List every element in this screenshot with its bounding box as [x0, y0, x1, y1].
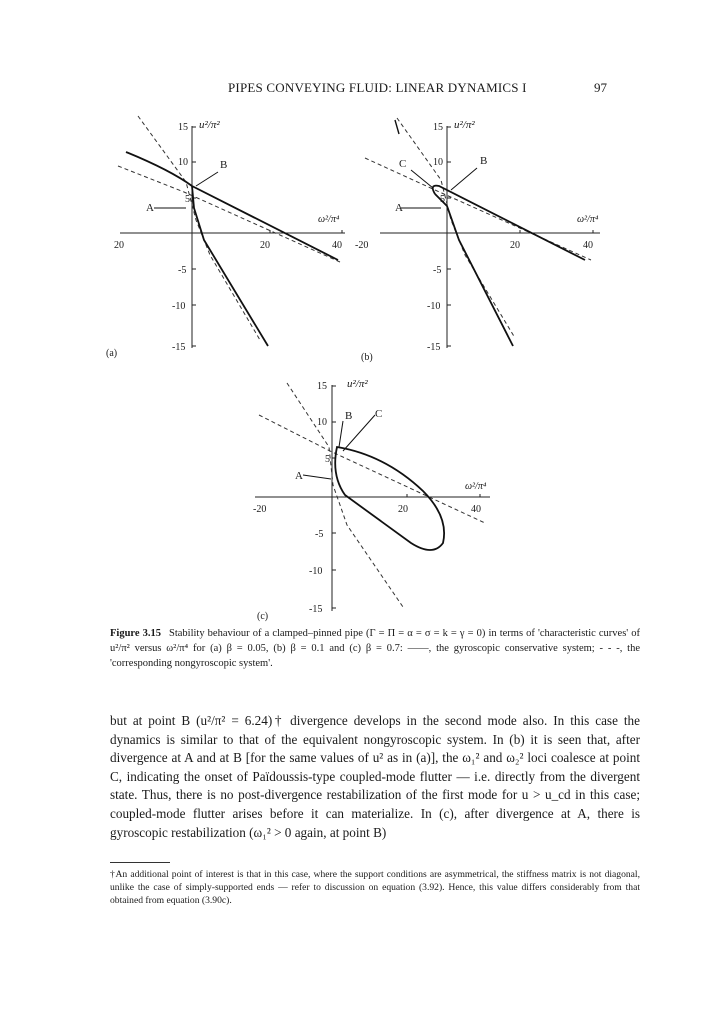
point-label-b: B	[345, 410, 353, 422]
x-axis-label: ω²/π⁴	[465, 481, 487, 492]
y-axis-label: u²/π²	[199, 119, 220, 131]
footnote-text: †An additional point of interest is that in this case, where the support conditions are asymmetrical, the stiffness matrix is not diagonal, unlike the case of simply-supported ends — refer to discussion on equation (3.92). Hence, this value differs considerably from that obtained from equation (3.90c).	[110, 869, 640, 906]
tick-marks	[192, 127, 342, 346]
arrow-b	[196, 172, 218, 186]
y-tick-label: 10	[178, 157, 188, 168]
panel-label: (c)	[257, 611, 269, 622]
x-tick-label: 20	[260, 240, 270, 251]
arrow-a	[303, 475, 331, 479]
dashed-curve-2	[118, 166, 340, 262]
arrow-b	[451, 168, 477, 190]
footnote	[110, 868, 640, 907]
arrow-c	[411, 170, 433, 188]
point-label-a: A	[295, 470, 303, 482]
y-tick-label: 10	[317, 417, 327, 428]
y-tick-label: -10	[309, 566, 323, 577]
y-tick-label: -15	[427, 342, 441, 353]
running-title: PIPES CONVEYING FLUID: LINEAR DYNAMICS I	[228, 80, 527, 95]
x-tick-label: -20	[355, 240, 369, 251]
x-tick-label: 20	[114, 240, 124, 251]
dashed-curve-1	[397, 118, 515, 338]
panel-label: (b)	[361, 352, 373, 363]
y-tick-label: -10	[427, 301, 441, 312]
solid-closed-loop	[335, 447, 444, 550]
solid-curve-1	[126, 152, 338, 260]
point-label-c: C	[375, 408, 383, 420]
caption-label: Figure 3.15	[110, 628, 162, 639]
caption-text: Stability behaviour of a clamped–pinned pipe (Γ = Π = α = σ = k = γ = 0) in terms of 'characteristic curves' of u²/π² versus ω²/π⁴ for (a) β = 0.05, (b) β = 0.1 and (c) β = 0.7: ——, the gyroscopic conservative system; - - -, the 'corresponding nongyroscopic system'.	[110, 628, 640, 669]
x-tick-label: 20	[510, 240, 520, 251]
y-tick-label: 15	[433, 122, 443, 133]
x-tick-label: 40	[583, 240, 593, 251]
y-tick-label: -15	[172, 342, 186, 353]
y-tick-label: -5	[315, 529, 324, 540]
x-tick-label: 40	[471, 504, 481, 515]
tick-marks	[447, 127, 593, 346]
panel-label: (a)	[106, 348, 118, 359]
solid-upper-branch	[395, 120, 399, 134]
y-tick-label: -15	[309, 604, 323, 615]
figure-panel-a	[100, 110, 360, 370]
figure-panel-b	[355, 110, 615, 370]
x-axis-label: ω²/π⁴	[318, 214, 340, 225]
x-tick-label: 20	[398, 504, 408, 515]
arrow-b	[339, 421, 343, 447]
point-label-a: A	[146, 202, 154, 214]
point-label-a: A	[395, 202, 403, 214]
page-number: 97	[594, 80, 607, 95]
y-tick-label: -5	[178, 265, 187, 276]
figure-caption	[110, 626, 640, 671]
y-tick-label: -5	[433, 265, 442, 276]
footnote-rule	[110, 862, 170, 863]
y-tick-label: -10	[172, 301, 186, 312]
point-label-c: C	[399, 158, 407, 170]
x-tick-label: -20	[253, 504, 267, 515]
y-tick-label: 10	[433, 157, 443, 168]
x-axis-label: ω²/π⁴	[577, 214, 599, 225]
y-tick-label: 15	[317, 381, 327, 392]
y-tick-label: 5	[440, 194, 445, 205]
y-tick-label: 5	[185, 194, 190, 205]
running-header	[0, 80, 727, 100]
solid-curve-2	[192, 186, 268, 346]
figure-panel-c	[235, 375, 515, 625]
point-label-b: B	[220, 159, 228, 171]
y-tick-label: 5	[325, 454, 330, 465]
paragraph: but at point B (u²/π² = 6.24)† divergence develops in the second mode also. In this case the dynamics is similar to that of the equivalent nongyroscopic system. In (b) it is seen that, after divergence at A and at B [for the same values of u² as in (a)], the ω₁² and ω₂² loci coalesce at point C, indicating the onset of Païdoussis-type coupled-mode flutter — i.e. directly from the divergent state. Thus, there is no post-divergence restabilization of the first mode for u > u_cd in this case; coupled-mode flutter arises before it can materialize. In (c), after divergence at A, there is gyroscopic restabilization (ω₁² > 0 again, at point B)	[110, 713, 640, 840]
body-text	[110, 712, 640, 842]
x-tick-label: 40	[332, 240, 342, 251]
dashed-curve-2	[259, 415, 485, 523]
dashed-curve-1	[138, 116, 260, 340]
point-label-b: B	[480, 155, 488, 167]
y-axis-label: u²/π²	[347, 378, 368, 390]
y-axis-label: u²/π²	[454, 119, 475, 131]
y-tick-label: 15	[178, 122, 188, 133]
